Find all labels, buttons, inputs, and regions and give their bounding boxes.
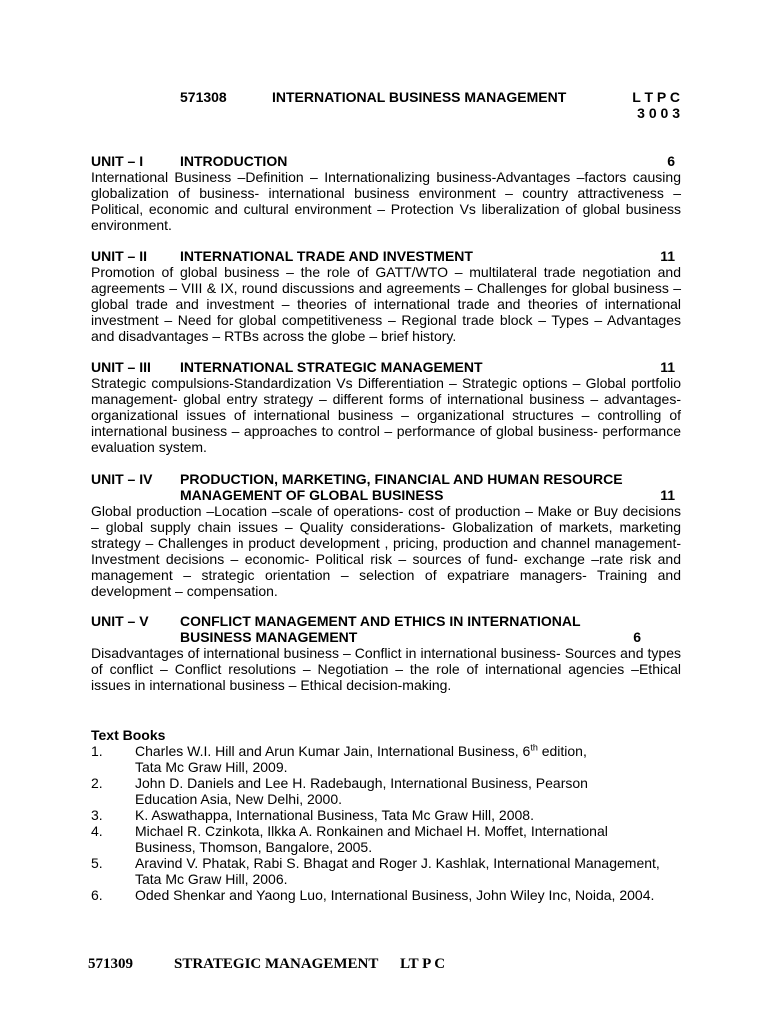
text-books-heading: Text Books xyxy=(91,727,166,743)
unit-label: UNIT – II xyxy=(91,248,148,264)
unit-hours: 11 xyxy=(660,359,675,375)
unit-4 xyxy=(91,471,681,599)
unit-hours: 6 xyxy=(633,629,641,645)
unit-hours: 6 xyxy=(667,153,675,169)
book-number: 6. xyxy=(91,887,103,903)
book-citation-line2: Business, Thomson, Bangalore, 2005. xyxy=(135,839,373,855)
book-citation: Charles W.I. Hill and Arun Kumar Jain, International Business, 6 xyxy=(135,743,531,759)
unit-title: INTRODUCTION xyxy=(180,153,288,169)
text-book-item xyxy=(91,855,691,887)
book-citation: Oded Shenkar and Yaong Luo, International Business, John Wiley Inc, Noida, 2004. xyxy=(135,887,655,903)
unit-heading xyxy=(91,359,681,375)
book-citation: Michael R. Czinkota, Ilkka A. Ronkainen and Michael H. Moffet, International xyxy=(135,823,608,839)
book-number: 5. xyxy=(91,855,103,871)
text-books-section xyxy=(91,727,691,903)
unit-heading xyxy=(91,153,681,169)
text-book-item xyxy=(91,743,691,775)
unit-2 xyxy=(91,248,681,344)
book-citation: K. Aswathappa, International Business, Tata Mc Graw Hill, 2008. xyxy=(135,807,534,823)
unit-body: Strategic compulsions-Standardization Vs Differentiation – Strategic options – Global portfolio management- global entry strategy – different forms of international business – advantages-organizational issues of international business – organizational structures – controlling of international business – approaches to control – performance of global business- performance evaluation system. xyxy=(91,375,681,455)
next-course-code: 571309 xyxy=(88,956,133,972)
unit-body: Disadvantages of international business – Conflict in international business- Sources and types of conflict – Conflict resolutions – Negotiation – the role of international agencies –Ethical issues in international business – Ethical decision-making. xyxy=(91,645,681,693)
unit-hours: 11 xyxy=(660,487,675,503)
unit-label: UNIT – V xyxy=(91,613,149,629)
book-number: 4. xyxy=(91,823,103,839)
book-citation-end: edition, xyxy=(537,743,587,759)
book-citation-line2: Education Asia, New Delhi, 2000. xyxy=(135,791,343,807)
unit-1 xyxy=(91,153,681,233)
unit-heading xyxy=(91,613,681,645)
book-number: 3. xyxy=(91,807,103,823)
book-citation-line2: Tata Mc Graw Hill, 2006. xyxy=(135,871,288,887)
unit-body: International Business –Definition – Internationalizing business-Advantages –factors causing globalization of business- international business environment – country attractiveness –Political, economic and cultural environment – Protection Vs liberalization of global business environment. xyxy=(91,169,681,233)
book-number: 1. xyxy=(91,743,103,759)
book-citation-line2: Tata Mc Graw Hill, 2009. xyxy=(135,759,288,775)
text-book-item xyxy=(91,887,691,903)
unit-heading xyxy=(91,471,681,503)
unit-hours: 11 xyxy=(660,248,675,264)
unit-body: Promotion of global business – the role of GATT/WTO – multilateral trade negotiation and agreements – VIII & IX, round discussions and agreements – Challenges for global business – global trade and investment – theories of international trade and theories of international investment – Need for global competitiveness – Regional trade block – Types – Advantages and disadvantages – RTBs across the globe – brief history. xyxy=(91,264,681,344)
unit-3 xyxy=(91,359,681,455)
unit-label: UNIT – IV xyxy=(91,471,153,487)
text-book-item xyxy=(91,823,691,855)
credits-values: 3 0 0 3 xyxy=(637,105,680,121)
unit-label: UNIT – III xyxy=(91,359,151,375)
book-citation: John D. Daniels and Lee H. Radebaugh, International Business, Pearson xyxy=(135,775,588,791)
text-book-item xyxy=(91,807,691,823)
unit-title: INTERNATIONAL TRADE AND INVESTMENT xyxy=(180,248,473,264)
next-course-title: STRATEGIC MANAGEMENT xyxy=(174,956,379,972)
unit-label: UNIT – I xyxy=(91,153,144,169)
unit-title: INTERNATIONAL STRATEGIC MANAGEMENT xyxy=(180,359,483,375)
unit-heading xyxy=(91,248,681,264)
text-book-item xyxy=(91,775,691,807)
book-number: 2. xyxy=(91,775,103,791)
ltpc-label: L T P C xyxy=(632,89,680,105)
unit-5 xyxy=(91,613,681,693)
unit-title: PRODUCTION, MARKETING, FINANCIAL AND HUMAN RESOURCE MANAGEMENT OF GLOBAL BUSINESS xyxy=(180,471,623,503)
unit-body: Global production –Location –scale of operations- cost of production – Make or Buy decisions – global supply chain issues – Quality considerations- Globalization of markets, marketing strategy – Challenges in product development , pricing, production and channel management-Investment decisions – economic- Political risk – sources of fund- exchange –rate risk and management – strategic orientation – selection of expatriare managers- Training and development – compensation. xyxy=(91,503,681,599)
course-title: INTERNATIONAL BUSINESS MANAGEMENT xyxy=(272,89,567,105)
course-code: 571308 xyxy=(180,89,227,105)
book-citation: Aravind V. Phatak, Rabi S. Bhagat and Roger J. Kashlak, International Management, xyxy=(135,855,660,871)
book-superscript: th xyxy=(530,742,538,753)
unit-title: CONFLICT MANAGEMENT AND ETHICS IN INTERNATIONAL BUSINESS MANAGEMENT xyxy=(180,613,581,645)
next-course-ltpc: LT P C xyxy=(400,956,446,972)
